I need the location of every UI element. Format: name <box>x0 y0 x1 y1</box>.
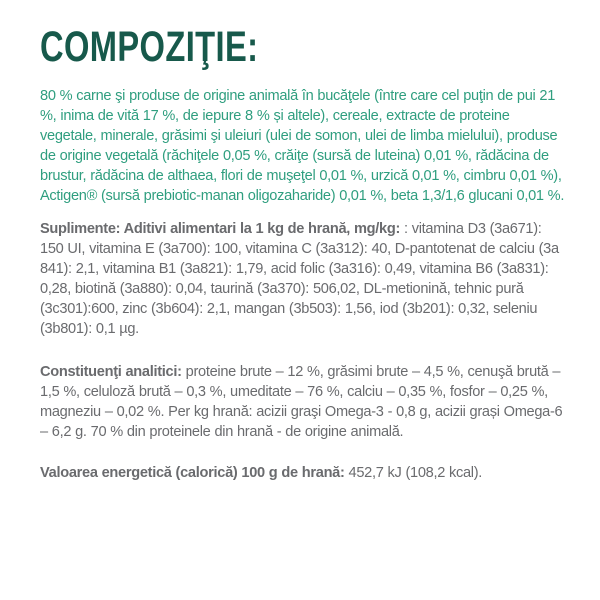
analytical-constituents-text: proteine brute – 12 %, grăsimi brute – 4,5 %, cenuşă brută – 1,5 %, celuloză brută – 0,3 %, umeditate – 76 %, calciu – 0,35 %, fosfor – 0,25 %, magneziu – 0,02 %. Per kg hrană: acizii graşi Omega-3 - 0,8 g, acizii grași Omega-6 – 6,2 g. 70 % din proteinele din hrană - de origine animală. <box>40 364 563 441</box>
ingredients-paragraph <box>40 86 566 206</box>
supplements-heading: Suplimente: Aditivi alimentari la 1 kg de hrană, mg/kg: <box>40 221 401 238</box>
supplements-paragraph <box>40 219 566 339</box>
page-title: COMPOZIŢIE: <box>40 23 259 71</box>
energy-value-text: 452,7 kJ (108,2 kcal). <box>344 465 483 482</box>
analytical-constituents-heading: Constituenţi analitici: <box>40 364 182 381</box>
energy-value-heading: Valoarea energetică (calorică) 100 g de hrană: <box>40 465 345 482</box>
supplements-text: : vitamina D3 (3a671): 150 UI, vitamina E (3a700): 100, vitamina C (3a312): 40, D-pantotenat de calciu (3a 841): 2,1, vitamina B1 (3a821): 1,79, acid folic (3a316): 0,49, vitamina B6 (3a831): 0,28, biotină (3a880): 0,04, taurină (3a370): 506,02, DL-metionină, tehnic pură (3c301):600, zinc (3b604): 2,1, mangan (3b503): 1,56, iod (3b201): 0,32, seleniu (3b801): 0,1 µg. <box>40 221 559 338</box>
analytical-constituents-paragraph <box>40 362 566 442</box>
energy-value-paragraph <box>40 463 566 483</box>
ingredients-text: 80 % carne şi produse de origine animală în bucăţele (între care cel puţin de pui 21 %, inima de vită 17 %, de iepure 8 % și altele), cereale, extracte de proteine vegetale, minerale, grăsimi şi uleiuri (ulei de somon, ulei de limba mielului), produse de origine vegetală (răchiţele 0,05 %, crăiţe (sursă de luteina) 0,01 %, rădăcina de brustur, rădăcina de althaea, flori de muşeţel 0,01 %, urzică 0,01 %, cimbru 0,01 %), Actigen® (sursă prebiotic-manan oligozaharide) 0,01 %, beta 1,3/1,6 glucani 0,01 %. <box>40 88 565 205</box>
